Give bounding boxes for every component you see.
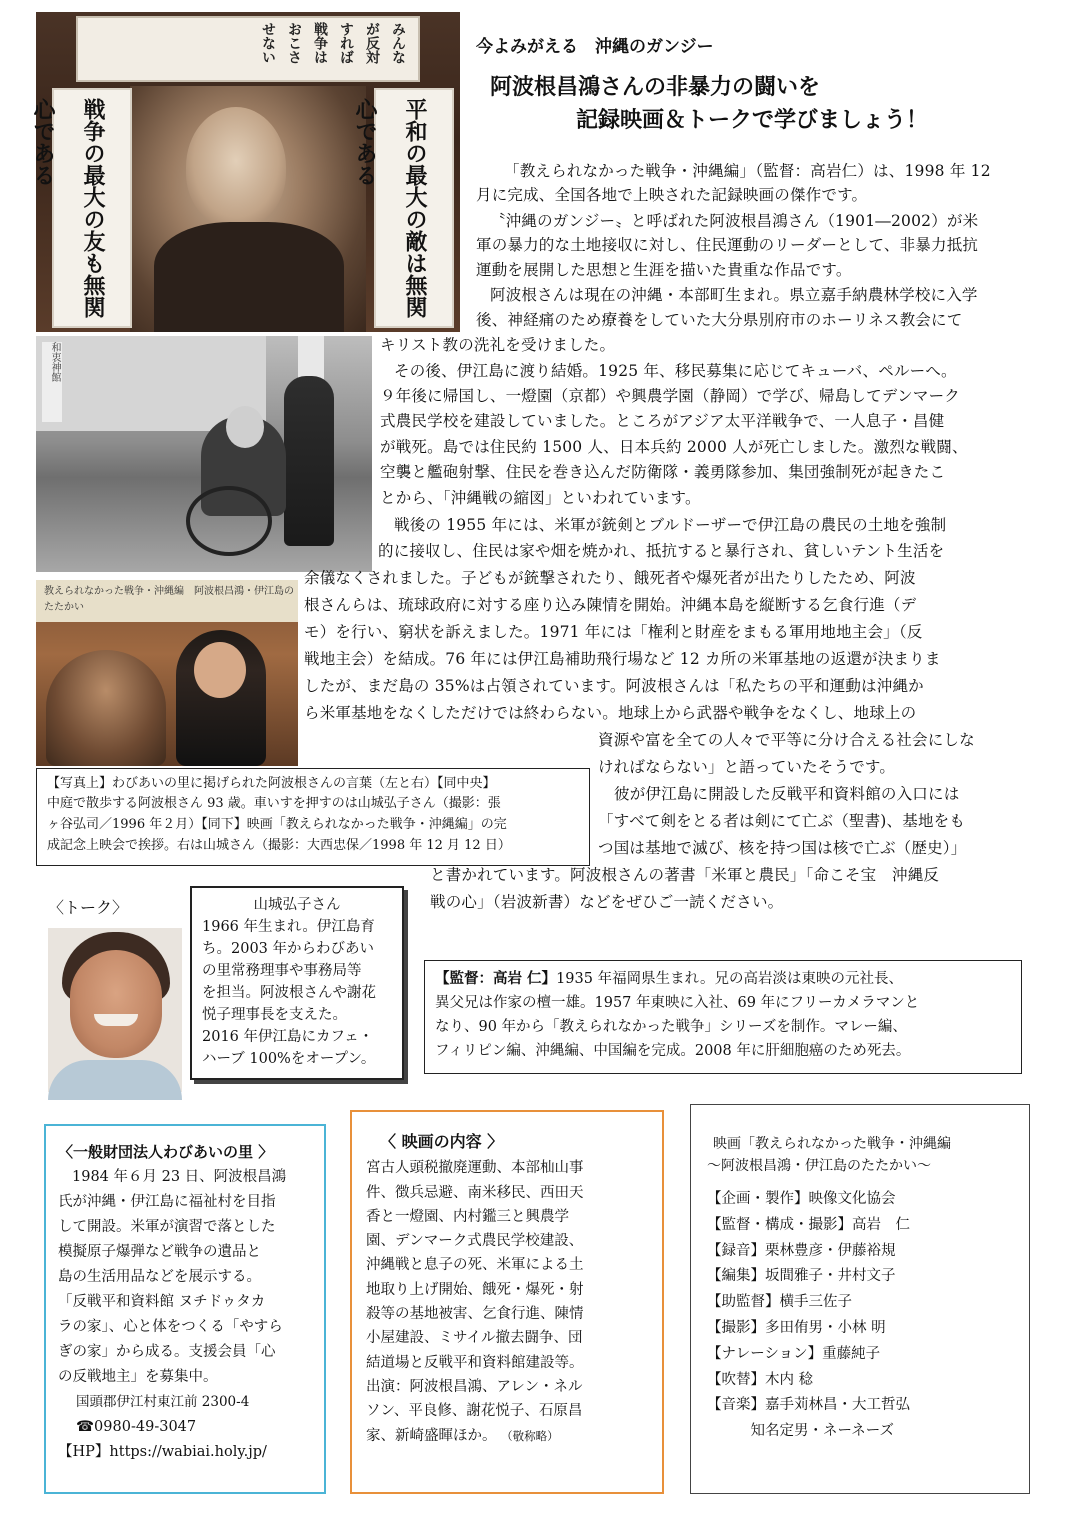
p5-line6: 戦地主会）を結成。76 年には伊江島補助飛行場など 12 カ所の米軍基地の返還が決まりま (304, 650, 941, 668)
contents-line9: 結道場と反戦平和資料館建設等。 (366, 1354, 584, 1371)
talk-line1: 1966 年生まれ。伊江島育 (202, 919, 375, 935)
p5-line4: 根さんらは、琉球政府に対する座り込み陳情を開始。沖縄本島を縦断する乞食行進（デ (304, 596, 917, 614)
credit-row: 【助監督】横手三佐子 (707, 1294, 852, 1311)
portrait-jacket (154, 222, 344, 332)
talk-line2: ち。2003 年からわびあい (202, 941, 375, 957)
photo-premiere-speech (36, 580, 298, 766)
film-contents-box (350, 1110, 664, 1494)
p5-line3: 余儀なくされました。子どもが銃撃されたり、餓死者や爆死者が出たりしたため、阿波 (304, 569, 916, 587)
director-line1: 1935 年福岡県生まれ。兄の高岩淡は東映の元社長、 (556, 971, 903, 987)
p5-line2: 的に接収し、住民は家や畑を焼かれ、抵抗すると暴行され、貧しいテント生活を (378, 542, 945, 560)
photo-wheelchair (36, 336, 372, 572)
p3-line3: キリスト教の洗礼を受けました。 (380, 336, 616, 354)
contents-line8: 小屋建設、ミサイル撤去闘争、団 (366, 1330, 583, 1347)
contents-line12: 家、新崎盛暉ほか。 (366, 1427, 497, 1444)
p6-line2: 「すべて剣をとる者は剣にて亡ぶ（聖書)、基地をも (598, 812, 966, 830)
wabiai-address: 国頭郡伊江村東江前 2300-4 (76, 1394, 250, 1410)
caption-line2: 中庭で散歩する阿波根さん 93 歳。車いすを押すのは山城弘子さん（撮影：張 (47, 796, 501, 811)
talk-name: 山城弘子さん (253, 897, 341, 913)
contents-line5: 沖縄戦と息子の死、米軍による土 (366, 1257, 584, 1274)
talk-line4: を担当。阿波根さんや謝花 (202, 985, 376, 1001)
building-sign: 和衷神館 (42, 342, 62, 422)
p5-line9: 資源や富を全ての人々で平等に分け合える社会にしな (598, 731, 975, 749)
wabiai-box (44, 1124, 326, 1494)
p4-line3: 式農民学校を建設していました。ところがアジア太平洋戦争で、一人息子・昌健 (380, 412, 945, 430)
director-line3: なり、90 年から「教えられなかった戦争」シリーズを制作。マレー編、 (435, 1019, 907, 1035)
p2-line1: 〝沖縄のガンジー〟と呼ばれた阿波根昌鴻さん（1901―2002）が米 (490, 212, 979, 230)
caption-line1: 【写真上】わびあいの里に掲げられた阿波根さんの言葉（左と右）【同中央】 (47, 776, 496, 791)
credits-title2: ～阿波根昌鴻・伊江島のたたかい～ (707, 1158, 931, 1174)
talk-profile-box (190, 886, 404, 1080)
p1-line1: 「教えられなかった戦争・沖縄編」（監督：高岩仁）は、1998 年 12 (504, 162, 991, 180)
p3-line2: 後、神経痛のため療養をしていた大分県別府市のホーリネス教会にて (476, 311, 963, 329)
screen-banner-text: 教えられなかった戦争・沖縄編 阿波根昌鴻・伊江島のたたかい (44, 586, 294, 613)
wheel (186, 486, 272, 556)
wabiai-line4: 模擬原子爆弾など戦争の遺品と (58, 1244, 261, 1260)
banner-text: みんなが反対すれば戦争はおこさせない (260, 22, 406, 64)
credit-row: 【監督・構成・撮影】高岩 仁 (707, 1216, 910, 1233)
p2-line2: 軍の暴力的な土地接収に対し、住民運動のリーダーとして、非暴力抵抗 (476, 236, 979, 254)
p2-line3: 運動を展開した思想と生涯を描いた貴重な作品です。 (476, 261, 852, 279)
wabiai-phone: ☎0980-49-3047 (76, 1419, 197, 1435)
director-line2: 異父兄は作家の檀一雄。1957 年東映に入社、69 年にフリーカメラマンと (435, 995, 920, 1011)
photo-caption-box (36, 768, 590, 866)
contents-title: 〈 映画の内容 〉 (380, 1132, 504, 1151)
portrait-face (186, 107, 286, 227)
p4-line5: 空襲と艦砲射撃、住民を巻き込んだ防衛隊・義勇隊参加、集団強制死が起きたこ (380, 463, 946, 481)
credits-box (690, 1104, 1030, 1494)
p5-line1: 戦後の 1955 年には、米軍が銃剣とブルドーザーで伊江島の農民の土地を強制 (394, 516, 947, 534)
talk-label: 〈トーク〉 (48, 898, 129, 917)
speaker-elder (46, 650, 166, 766)
contents-line1: 宮古人頭税撤廃運動、本部杣山事 (366, 1160, 584, 1177)
p6-line1: 彼が伊江島に開設した反戦平和資料館の入口には (614, 785, 960, 803)
credit-row: 【録音】栗林豊彦・伊藤裕規 (707, 1242, 896, 1259)
headline-line2: 記録映画＆トークで学びましょう！ (576, 107, 929, 133)
contents-note: （敬称略） (501, 1428, 559, 1443)
p6-line5: 戦の心」（岩波新書）などをぜひご一読ください。 (430, 893, 784, 911)
credit-row: 【企画・製作】映像文化協会 (707, 1191, 896, 1207)
left-scroll-text: 戦争の最大の友も無関心である (30, 98, 106, 318)
kicker: 今よみがえる 沖縄のガンジー (476, 37, 714, 57)
p5-line8: ら米軍基地をなくしただけでは終わらない。地球上から武器や戦争をなくし、地球上の (304, 704, 917, 722)
talk-line5: 悦子理事長を支えた。 (202, 1007, 347, 1023)
talk-line6: 2016 年伊江島にカフェ・ (202, 1029, 374, 1045)
wabiai-line6: 「反戦平和資料館 ヌチドゥタカ (58, 1294, 266, 1310)
p6-line3: つ国は基地で滅び、核を持つ国は核で亡ぶ（歴史）」 (598, 839, 967, 857)
caption-line3: ヶ谷弘司／1996 年２月）【同下】映画「教えられなかった戦争・沖縄編」の完 (47, 817, 507, 832)
contents-line7: 殺等の基地被害、乞食行進、陳情 (366, 1306, 584, 1323)
credit-row: 知名定男・ネーネーズ (707, 1423, 895, 1440)
p6-line4: と書かれています。阿波根さんの著書「米軍と農民」「命こそ宝 沖縄反 (430, 866, 940, 884)
p5-line5: モ）を行い、窮状を訴えました。1971 年には「権利と財産をまもる軍用地地主会」（反 (304, 623, 923, 641)
p4-line1: その後、伊江島に渡り結婚。1925 年、移民募集に応じてキューバ、ペルーへ。 (394, 362, 957, 380)
p4-line4: が戦死。島では住民約 1500 人、日本兵約 2000 人が死亡しました。激烈な戦闘、 (380, 438, 968, 456)
caption-line4: 成記念上映会で挨拶。右は山城さん（撮影：大西忠保／1998 年 12 月 12 日） (47, 838, 511, 853)
talk-line7: ハーブ 100%をオープン。 (202, 1051, 376, 1067)
director-line4: フィリピン編、沖縄編、中国編を完成。2008 年に肝細胞癌のため死去。 (435, 1043, 911, 1059)
wabiai-line9: の反戦地主」を募集中。 (58, 1369, 218, 1385)
right-scroll-text: 平和の最大の敵は無関心である (352, 98, 428, 318)
director-label: 【監督：高岩 仁】 (435, 970, 557, 987)
contents-line11: ソン、平良修、謝花悦子、石原昌 (366, 1403, 583, 1420)
credit-row: 【編集】坂間雅子・井村文子 (707, 1268, 896, 1285)
talk-portrait (48, 928, 182, 1092)
wabiai-line7: ラの家」、心と体をつくる「やすら (58, 1319, 283, 1335)
yamashiro-face (194, 642, 246, 698)
credit-row: 【音楽】嘉手苅林昌・大工哲弘 (707, 1397, 910, 1414)
p4-line6: とから、「沖縄戦の縮図」といわれています。 (380, 489, 701, 507)
p5-line10: ければならない」と語っていたそうです。 (598, 758, 896, 776)
talk-line3: の里常務理事や事務局等 (202, 963, 362, 979)
contents-line3: 香と一燈園、内村鑑三と興農学 (366, 1208, 569, 1225)
director-box (424, 960, 1022, 1074)
headline-line1: 阿波根昌鴻さんの非暴力の闘いを (490, 74, 821, 100)
contents-line10: 出演：阿波根昌鴻、アレン・ネル (366, 1378, 583, 1395)
p3-line1: 阿波根さんは現在の沖縄・本部町生まれ。県立嘉手納農林学校に入学 (490, 286, 978, 304)
p5-line7: したが、まだ島の 35%は占領されています。阿波根さんは「私たちの平和運動は沖縄か (304, 677, 924, 695)
elder-face (226, 406, 264, 448)
wabiai-line1: 1984 年６月 23 日、阿波根昌鴻 (72, 1169, 287, 1185)
credit-row: 【撮影】多田侑男・小林 明 (707, 1319, 886, 1336)
wabiai-line3: して開設。米軍が演習で落とした (58, 1219, 276, 1235)
wabiai-line8: ぎの家」から成る。支援会員「心 (58, 1344, 276, 1360)
p4-line2: ９年後に帰国し、一燈園（京都）や興農学園（静岡）で学び、帰島してデンマーク (380, 387, 960, 405)
credit-row: 【ナレーション】重藤純子 (707, 1345, 881, 1362)
contents-line6: 地取り上げ開始、餓死・爆死・射 (366, 1281, 584, 1298)
photo-calligraphy-portrait (30, 12, 460, 332)
p1-line2: 月に完成、全国各地で上映された記録映画の傑作です。 (476, 186, 868, 204)
wabiai-line5: 島の生活用品などを展示する。 (58, 1269, 261, 1285)
credit-row: 【吹替】木内 稔 (707, 1371, 814, 1388)
wabiai-title: 〈一般財団法人わびあいの里 〉 (58, 1143, 274, 1161)
wabiai-line2: 氏が沖縄・伊江島に福祉村を目指 (58, 1194, 276, 1210)
credits-title1: 映画「教えられなかった戦争・沖縄編 (713, 1136, 951, 1152)
wabiai-hp-link[interactable]: 【HP】https://wabiai.holy.jp/ (58, 1444, 267, 1460)
pushing-woman (284, 376, 334, 546)
contents-line2: 件、徴兵忌避、南米移民、西田天 (366, 1184, 584, 1201)
contents-line4: 園、デンマーク式農民学校建設、 (366, 1233, 584, 1250)
